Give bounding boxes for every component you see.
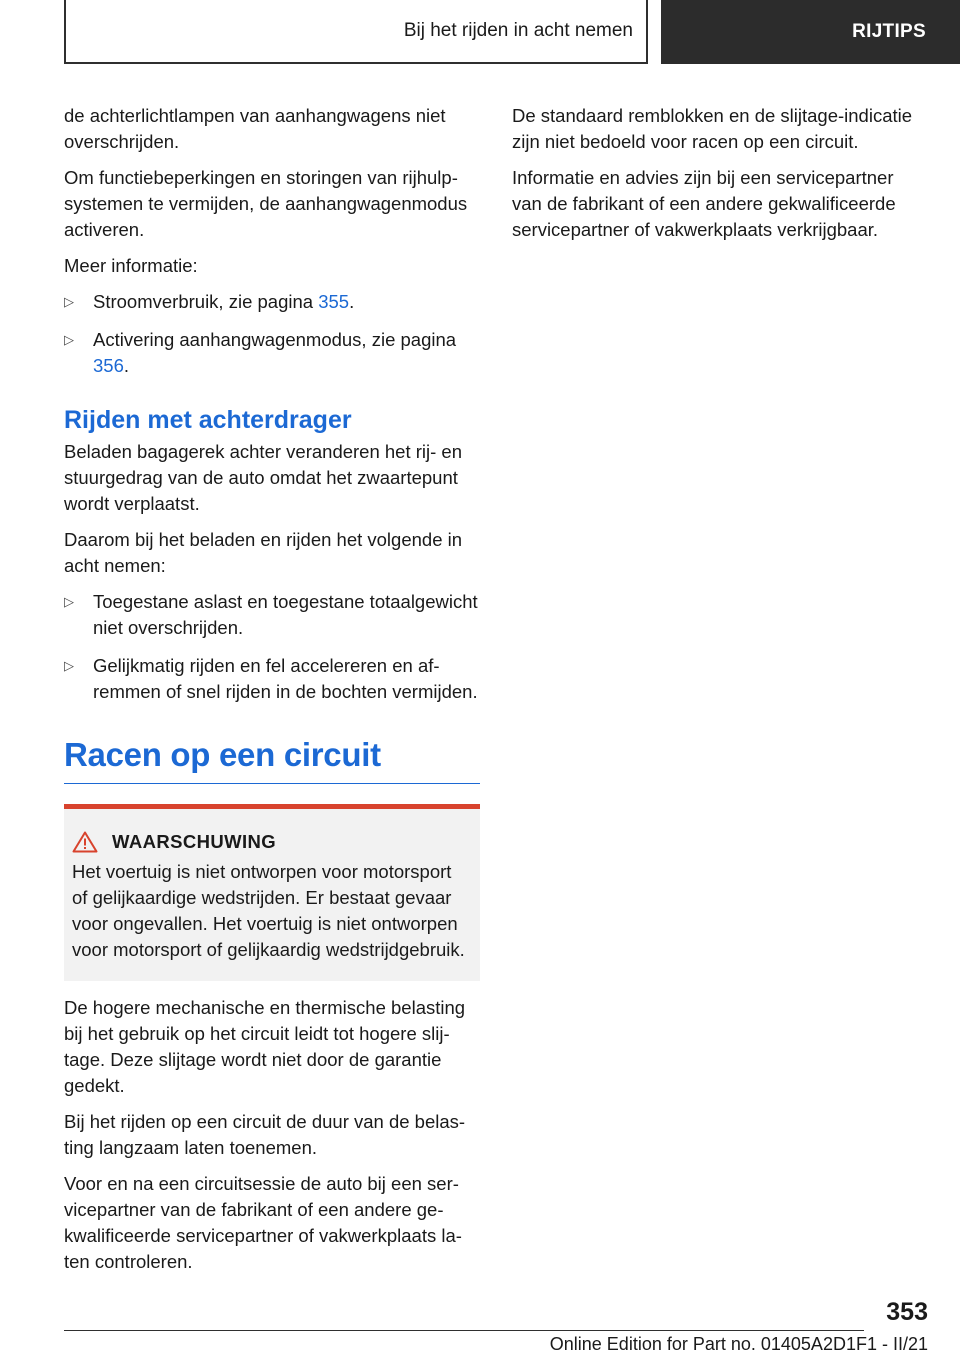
paragraph-more-info: Meer informatie: [64, 255, 198, 276]
header-chapter-tab [661, 0, 960, 64]
reference-suffix: . [123, 355, 130, 376]
loading-bullet-list [64, 589, 480, 705]
chapter-heading-racing: Racen op een circuit [64, 733, 480, 784]
reference-text: Activering aanhangwagenmodus, zie pagina [93, 329, 457, 350]
chapter-title-text: RIJTIPS [852, 21, 926, 42]
footer-edition: Online Edition for Part no. 01405A2D1F1 - II/21 [549, 1334, 928, 1354]
paragraph-wear: De hogere mechanische en thermische belasting bij het gebruik op het circuit leidt tot hogere slijtage. Deze slijtage wordt niet door de garantie gedekt. [64, 997, 466, 1096]
paragraph-service-info: Informatie en advies zijn bij een servicepartner van de fabrikant of een andere gekwalificeerde servicepartner of vakwerkplaats verkrijgbaar. [512, 167, 896, 240]
page-link-355[interactable]: 355 [318, 291, 350, 312]
paragraph-service-check: Voor en na een circuitsessie de auto bij een servicepartner van de fabrikant of een andere gekwalificeerde servicepartner of vakwerkplaats laten controleren. [64, 1173, 462, 1272]
warning-box [64, 804, 480, 981]
reference-text: Stroomverbruik, zie pagina [93, 291, 319, 312]
paragraph-loading-notes: Daarom bij het beladen en rijden het volgende in acht nemen: [64, 529, 463, 576]
warning-header [72, 831, 470, 853]
page-link-356[interactable]: 356 [93, 355, 124, 376]
triangle-right-icon: ▷ [64, 594, 74, 609]
warning-triangle-icon [72, 831, 98, 853]
triangle-right-icon: ▷ [64, 294, 74, 309]
reference-list [64, 289, 480, 379]
reference-suffix: . [349, 291, 355, 312]
triangle-right-icon: ▷ [64, 658, 74, 673]
list-item-text: Toegestane aslast en toegestane totaalgewicht niet overschrijden. [93, 591, 478, 638]
section-heading-rear-carrier: Rijden met achterdrager [64, 406, 352, 434]
footer-divider [64, 1330, 864, 1331]
paragraph-brake-pads: De standaard remblokken en de slijtage-indicatie zijn niet bedoeld voor racen op een circuit. [512, 105, 913, 152]
warning-text: Het voertuig is niet ontworpen voor motorsport of gelijkaardige wedstrijden. Er bestaat gevaar voor ongevallen. Het voertuig is niet ontworpen voor motorsport of gelijkaardig wedstrijdgebruik. [72, 861, 465, 960]
warning-title: WAARSCHUWING [112, 831, 277, 852]
list-item [64, 653, 480, 705]
reference-item-trailer-mode [64, 327, 480, 379]
triangle-right-icon: ▷ [64, 332, 74, 347]
section-title-text: Bij het rijden in acht nemen [403, 20, 633, 41]
list-item-text: Gelijkmatig rijden en fel accelereren en afremmen of snel rijden in de bochten vermijden. [93, 655, 478, 702]
paragraph-rear-carrier: Beladen bagagerek achter veranderen het rij- en stuurgedrag van de auto omdat het zwaartepunt wordt verplaatst. [64, 441, 463, 514]
page-number: 353 [886, 1298, 928, 1326]
header-section-title [64, 0, 648, 64]
paragraph-trailer-lights: de achterlichtlampen van aanhangwagens niet overschrijden. [64, 105, 446, 152]
reference-item-power [64, 289, 480, 315]
list-item [64, 589, 480, 641]
right-column [512, 103, 928, 253]
paragraph-load-duration: Bij het rijden op een circuit de duur van de belasting langzaam laten toenemen. [64, 1111, 466, 1158]
left-column [64, 103, 480, 1285]
paragraph-trailer-mode: Om functiebeperkingen en storingen van rijhulpsystemen te vermijden, de aanhangwagenmodus activeren. [64, 167, 468, 240]
